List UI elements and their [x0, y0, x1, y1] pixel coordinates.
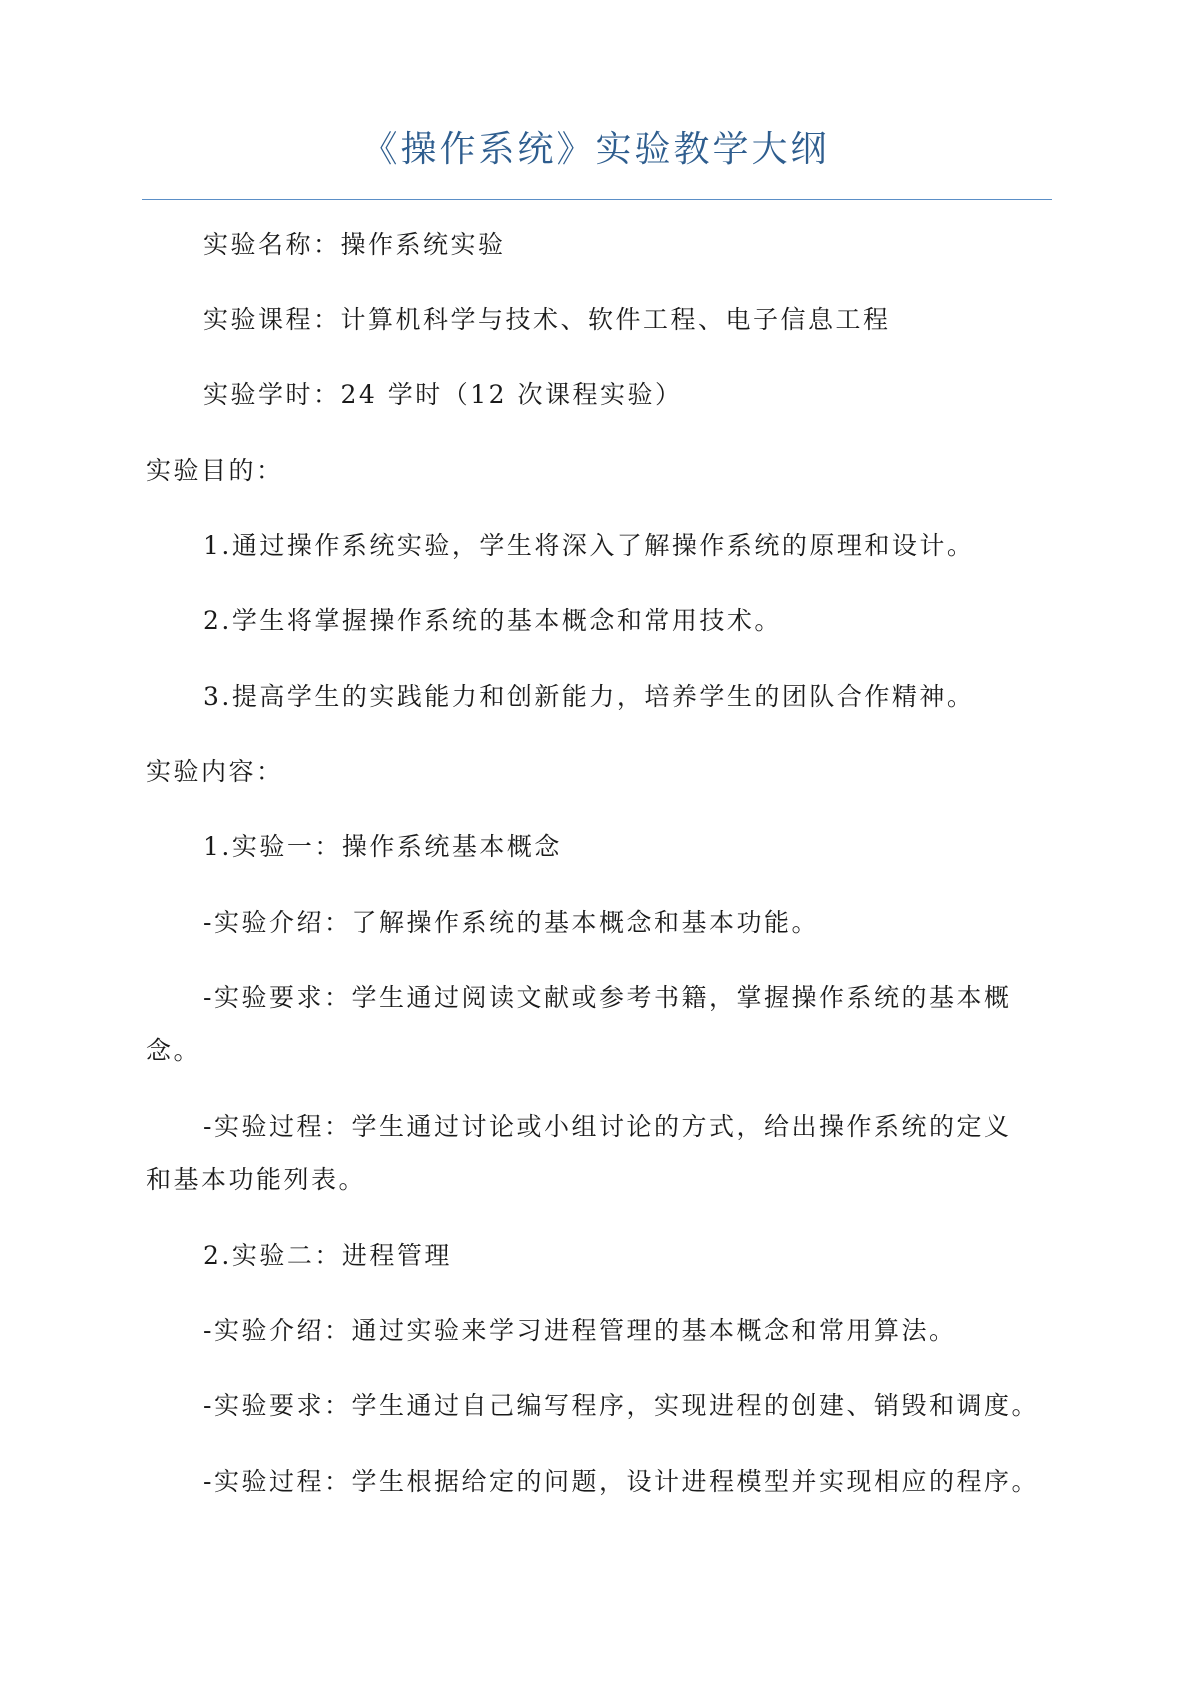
experiment-course: 实验课程：计算机科学与技术、软件工程、电子信息工程	[203, 305, 891, 334]
content-heading: 实验内容：	[146, 757, 284, 786]
document-title: 《操作系统》实验教学大纲	[361, 129, 830, 170]
objective-item: 2.学生将掌握操作系统的基本概念和常用技术。	[203, 606, 782, 635]
objectives-heading: 实验目的：	[146, 456, 284, 485]
exp2-intro: -实验介绍：通过实验来学习进程管理的基本概念和常用算法。	[203, 1316, 957, 1345]
experiment-name: 实验名称：操作系统实验	[203, 230, 506, 259]
exp1-requirement-line2: 念。	[146, 1036, 202, 1065]
exp2-title: 2.实验二：进程管理	[203, 1241, 452, 1270]
exp1-title: 1.实验一：操作系统基本概念	[203, 832, 562, 861]
exp2-requirement: -实验要求：学生通过自己编写程序，实现进程的创建、销毁和调度。	[203, 1391, 1039, 1420]
exp1-requirement-line1: -实验要求：学生通过阅读文献或参考书籍，掌握操作系统的基本概	[203, 983, 1012, 1012]
objective-item: 3.提高学生的实践能力和创新能力，培养学生的团队合作精神。	[203, 682, 975, 711]
title-divider	[142, 199, 1052, 200]
exp2-process: -实验过程：学生根据给定的问题，设计进程模型并实现相应的程序。	[203, 1467, 1039, 1496]
experiment-hours: 实验学时：24 学时（12 次课程实验）	[203, 380, 683, 409]
exp1-process-line1: -实验过程：学生通过讨论或小组讨论的方式，给出操作系统的定义	[203, 1112, 1012, 1141]
exp1-intro: -实验介绍：了解操作系统的基本概念和基本功能。	[203, 908, 819, 937]
exp1-process-line2: 和基本功能列表。	[146, 1165, 367, 1194]
objective-item: 1.通过操作系统实验，学生将深入了解操作系统的原理和设计。	[203, 531, 975, 560]
